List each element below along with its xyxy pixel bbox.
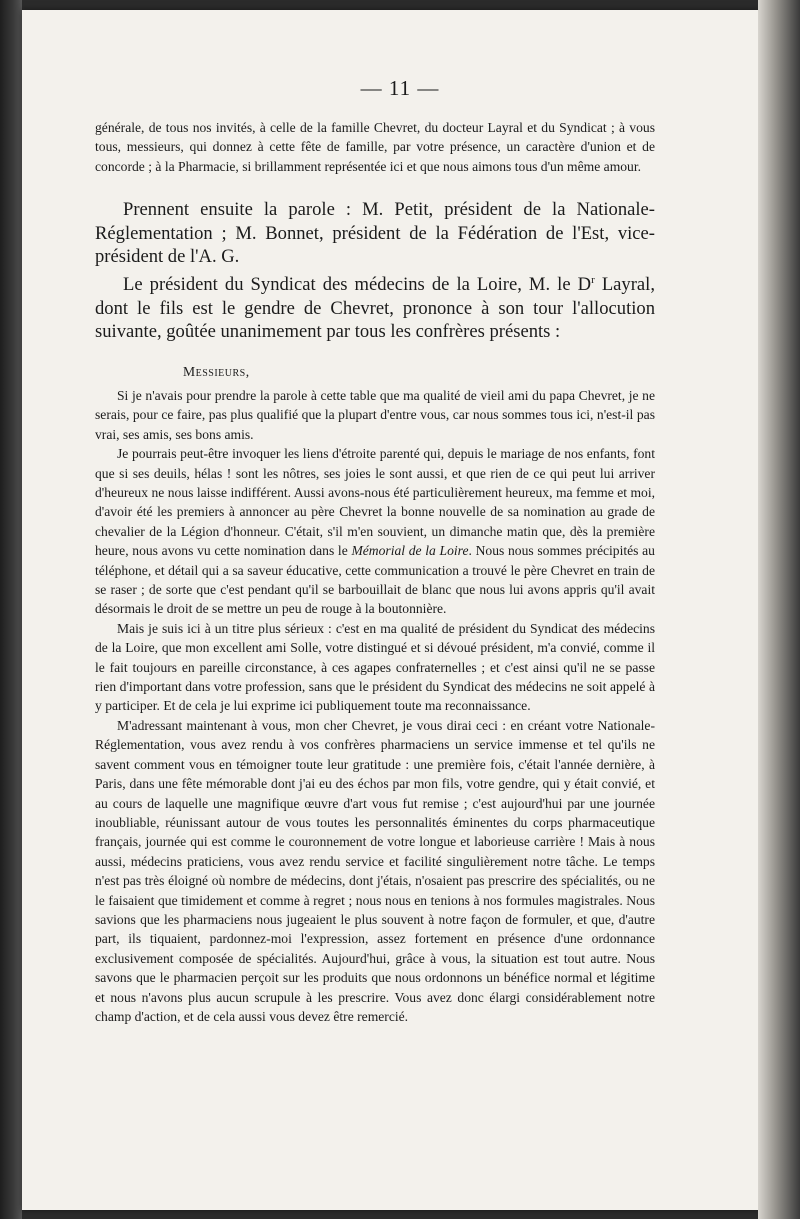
speech-paragraph-2-start: Je pourrais peut-être invoquer les liens d'étroite parenté qui, depuis le mariage de nos enfants, font que si ses deuils, hélas ! sont les nôtres, ses joies le sont aussi, et que rien de ce qui peut lui arriver d'heureux ne nous laisse indifférent. Aussi avons-nous été particulièrement heureux, ma femme et moi, d'avoir été les premiers à annoncer au père Chevret la bonne nouvelle de sa nomination au grade de chevalier de la Légion d'honneur. C'était, s'il m'en souvient, un dimanche matin que, dès la première heure, nous avons vu cette nomination dans le [95,446,655,559]
speech-paragraph-4: M'adressant maintenant à vous, mon cher Chevret, je vous dirai ceci : en créant votre Nationale-Réglementation, vous avez rendu à vos confrères pharmaciens un service immense et tel qu'ils ne savent comment vous en témoigner toute leur gratitude : une première fois, c'était l'année dernière, à Paris, dans une fête mémorable dont j'ai eu des échos par mon fils, votre gendre, qui y était convié, et au cours de laquelle une magnifique œuvre d'art vous fut remise ; c'est aujourd'hui par une journée inoubliable, réunissant autour de vous toutes les personnalités éminentes du corps pharmaceutique français, journée qui est comme le couronnement de votre longue et laborieuse carrière ! Mais à nous aussi, médecins praticiens, vous avez rendu service et facilité singulièrement notre tâche. Le temps n'est pas très éloigné où nombre de médecins, dont j'étais, n'osaient pas prescrire des spécialités, ou ne le faisaient que timidement et comme à regret ; nous nous en tenions à nos formules magistrales. Nous savions que les pharmaciens nous jugeaient le plus souvent à notre façon de formuler, et que, d'autre part, ils tiquaient, pardonnez-moi l'expression, assez fortement en présence d'une ordonnance exclusivement composée de spécialités. Aujourd'hui, grâce à vous, la situation est tout autre. Nous savons que le pharmacien perçoit sur les produits que nous ordonnons un bénéfice normal et légitime et nous n'avons plus aucun scrupule à les prescrire. Vous avez donc élargi considérablement notre champ d'action, et de cela aussi vous devez être remercié. [95,717,655,1024]
paragraph-parole: Prennent ensuite la parole : M. Petit, président de la Nationale-Réglementation ; M. Bonnet, président de la Fédération de l'Est, vice-président de l'A. G. [95,199,655,268]
president-superscript: r [591,274,595,286]
speech-paragraph-2 [95,444,655,619]
page-number: — 11 — [360,76,440,100]
book-spine-shadow [0,0,22,1219]
paragraph-intro: générale, de tous nos invités, à celle de la famille Chevret, du docteur Layral et du Syndicat ; à vous tous, messieurs, qui donnez à cette fête de famille, par votre présence, un caractère d'union et de concorde ; à la Pharmacie, si brillamment représentée ici et que nous aimons tous d'un même amour. [95,120,655,174]
page-body [95,118,655,1026]
speech-paragraph-1: Si je n'avais pour prendre la parole à cette table que ma qualité de vieil ami du papa Chevret, je ne serais, pour ce faire, pas plus qualifié que la plupart d'entre vous, car nous sommes tous ici, n'est-il pas vrai, ses amis, ses bons amis. [95,387,655,442]
speech-paragraph-3: Mais je suis ici à un titre plus sérieux : c'est en ma qualité de président du Syndicat des médecins de la Loire, que mon excellent ami Solle, votre distingué et si dévoué président, m'a convié, comme il le fait toujours en pareille circonstance, à ces agapes confraternelles ; et c'est ainsi qu'il ne se passe rien d'important dans votre profession, sans que le président du Syndicat des médecins ne soit appelé à y participer. Et de cela je lui exprime ici publiquement toute ma reconnaissance. [95,620,655,714]
president-text-start: Le président du Syndicat des médecins de la Loire, M. le D [123,274,592,296]
president-text-end: Layral, dont le fils est le gendre de Chevret, prononce à son tour l'allocution suivante, goûtée unanimement par tous les confrères présents : [95,274,655,343]
newspaper-title: Mémorial de la Loire [351,543,469,559]
paragraph-president [95,269,655,344]
salutation: Messieurs, [183,363,250,379]
page-edge-shadow [758,0,800,1219]
speech-paragraph-2-end: . Nous nous sommes précipités au téléphone, et détail qui a sa saveur éducative, cette communication a trouvé le père Chevret en train de se raser ; de sorte que c'est pendant qu'il se barbouillait de blanc que nous lui avons appris qu'il avait désormais le droit de se mettre un peu de rouge à la boutonnière. [95,543,655,617]
